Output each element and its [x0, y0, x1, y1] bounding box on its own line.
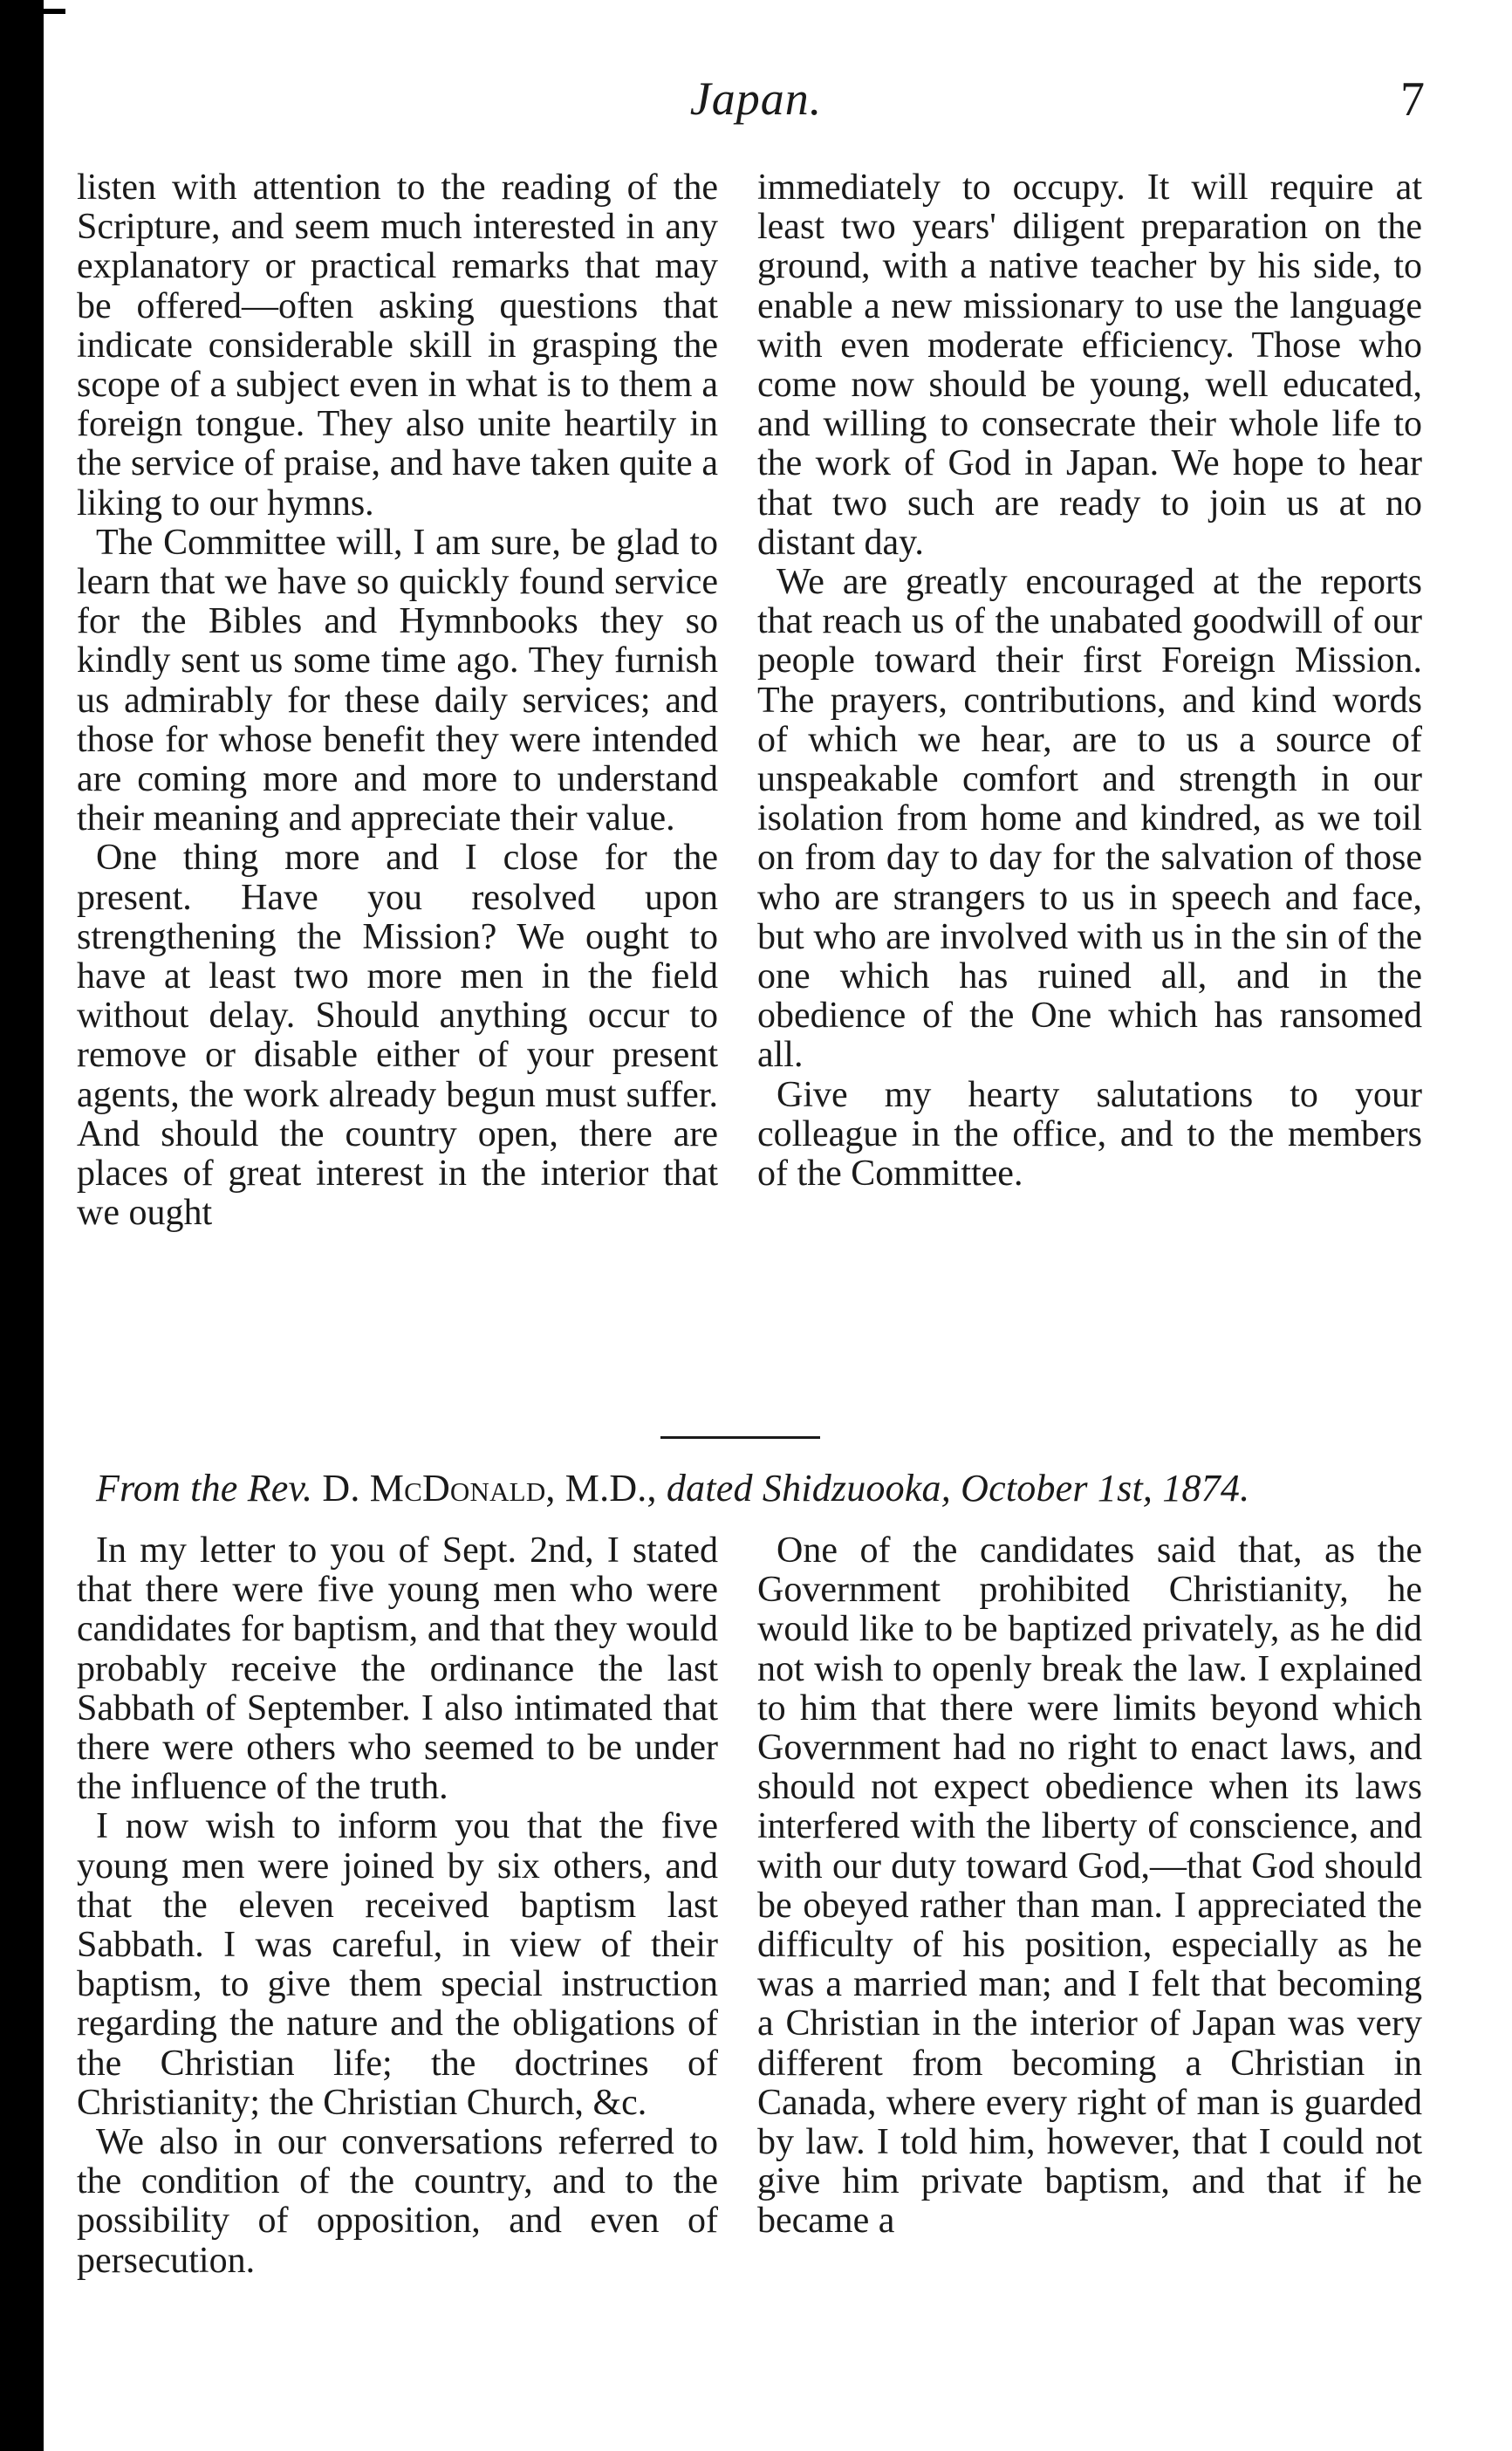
paragraph: The Committee will, I am sure, be glad to learn that we have so quickly found service for the Bibles and Hymnbooks they so kindly sent us some time ago. They furnish us admirably for these daily services; and those for whose benefit they were intended are coming more and more to understand their meaning and appreciate their value.: [77, 522, 718, 839]
paragraph: We are greatly encouraged at the reports that reach us of the unabated goodwill of our people toward their first Foreign Mission. The prayers, contributions, and kind words of which we hear, are to us a source of unspeakable comfort and strength in our isolation from home and kindred, as we toil on from day to day for the salvation of those who are strangers to us in speech and face, but who are involved with us in the sin of the one which has ruined all, and in the obedience of the One which has ransomed all.: [757, 562, 1422, 1076]
top-left-column: [77, 168, 718, 1233]
top-right-column: [757, 168, 1422, 1194]
letter-from: From the Rev.: [96, 1467, 313, 1510]
paragraph: We also in our conversations referred to the condition of the country, and to the possibility of opposition, and even of persecution.: [77, 2122, 718, 2281]
paragraph: listen with attention to the reading of the Scripture, and seem much interested in any explanatory or practical remarks that may be offered—often asking questions that indicate considerable skill in grasping the scope of a subject even in what is to them a foreign tongue. They also unite heartily in the service of praise, and have taken quite a liking to our hymns.: [77, 168, 718, 524]
paragraph: I now wish to inform you that the five young men were joined by six others, and that the eleven received baptism last Sabbath. I was careful, in view of their baptism, to give them special instruction regarding the nature and the obligations of the Christian life; the doctrines of Christianity; the Christian Church, &c.: [77, 1806, 718, 2123]
binding-mark: [0, 9, 65, 14]
section-divider: [660, 1436, 820, 1439]
paragraph: In my letter to you of Sept. 2nd, I stated that there were five young men who were candidates for baptism, and that they would probably receive the ordinance the last Sabbath of September. I also intimated that there were others who seemed to be under the influence of the truth.: [77, 1530, 718, 1808]
page-number: 7: [1400, 72, 1425, 127]
letter-dateline: dated Shidzuooka, October 1st, 1874.: [666, 1467, 1250, 1510]
letter-author: D. McDonald, M.D.,: [322, 1467, 657, 1510]
letter-heading: [96, 1466, 1422, 1510]
paragraph: One thing more and I close for the present. Have you resolved upon strengthening the Mission? We ought to have at least two more men in the field without delay. Should anything occur to remove or disable either of your present agents, the work already begun must suffer. And should the country open, there are places of great interest in the interior that we ought: [77, 838, 718, 1234]
running-header-title: Japan.: [689, 72, 823, 125]
binding-edge: [0, 0, 44, 2451]
paragraph: One of the candidates said that, as the Government prohibited Christianity, he would like to be baptized privately, as he did not wish to openly break the law. I explained to him that there were limits beyond which Government had no right to enact laws, and should not expect obedience when its laws interfered with the liberty of conscience, and with our duty toward God,—that God should be obeyed rather than man. I appreciated the difficulty of his position, especially as he was a married man; and I felt that becoming a Christian in the interior of Japan was very different from becoming a Christian in Canada, where every right of man is guarded by law. I told him, however, that I could not give him private baptism, and that if he became a: [757, 1530, 1422, 2242]
paragraph: immediately to occupy. It will require at least two years' diligent preparation on the ground, with a native teacher by his side, to enable a new missionary to use the language with even moderate efficiency. Those who come now should be young, well educated, and willing to consecrate their whole life to the work of God in Japan. We hope to hear that two such are ready to join us at no distant day.: [757, 168, 1422, 563]
bottom-right-column: [757, 1531, 1422, 2242]
bottom-left-column: [77, 1531, 718, 2281]
paragraph: Give my hearty salutations to your colleague in the office, and to the members of the Committee.: [757, 1074, 1422, 1195]
